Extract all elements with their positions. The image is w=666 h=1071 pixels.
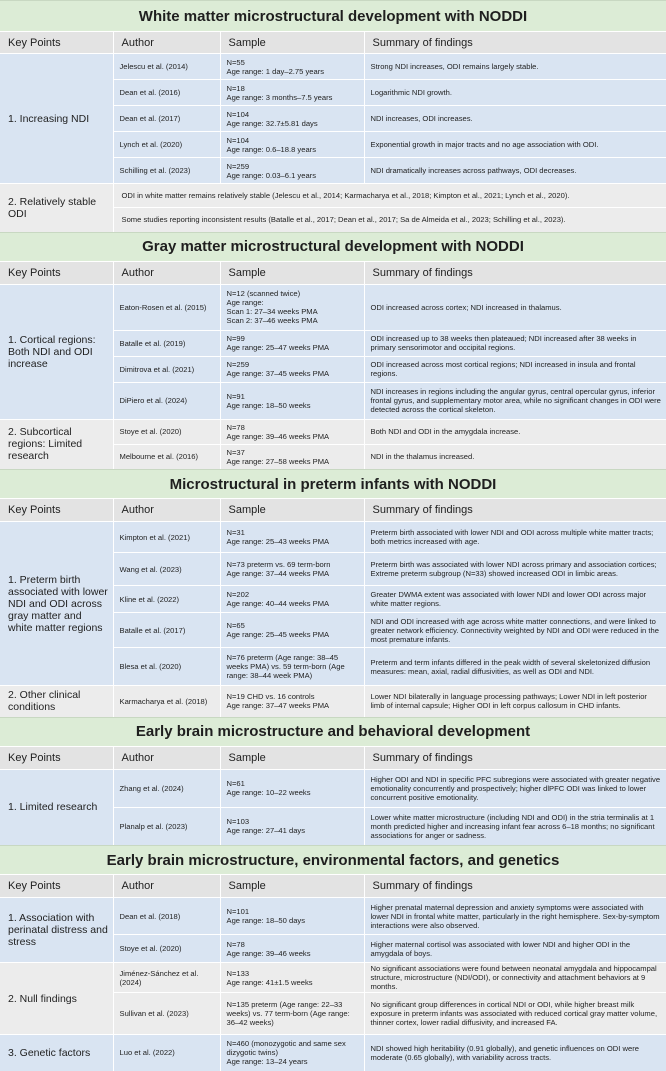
table-row <box>0 898 666 935</box>
summary: NDI and ODI increased with age across white matter connections, and were linked to greater network efficiency. Connectivity weighted by NDI and ODI were reduced in the most premature infants. <box>364 613 666 648</box>
table-row <box>0 284 666 330</box>
table-row <box>0 522 666 553</box>
header-author: Author <box>113 499 220 522</box>
sample: N=65 Age range: 25–45 weeks PMA <box>220 613 364 648</box>
sample: N=12 (scanned twice) Age range: Scan 1: 27–34 weeks PMA Scan 2: 37–46 weeks PMA <box>220 284 364 330</box>
header-key-points: Key Points <box>0 499 113 522</box>
sample: N=37 Age range: 27–58 weeks PMA <box>220 444 364 469</box>
table-row <box>0 963 666 993</box>
author: Sullivan et al. (2023) <box>113 993 220 1035</box>
section-title-white-matter: White matter microstructural development with NODDI <box>0 0 666 31</box>
header-key-points: Key Points <box>0 261 113 284</box>
table-row <box>0 686 666 717</box>
table-row <box>0 184 666 208</box>
sample: N=61 Age range: 10–22 weeks <box>220 769 364 807</box>
summary: Both NDI and ODI in the amygdala increase. <box>364 419 666 444</box>
summary: Preterm birth was associated with lower NDI across primary and association cortices; Extreme preterm subgroup (N=33) showed increased ODI in limbic areas. <box>364 553 666 586</box>
author: Eaton-Rosen et al. (2015) <box>113 284 220 330</box>
sample: N=202 Age range: 40–44 weeks PMA <box>220 586 364 613</box>
summary: Exponential growth in major tracts and no age association with ODI. <box>364 132 666 158</box>
summary: Higher maternal cortisol was associated with lower NDI and higher ODI in the amygdala of boys. <box>364 935 666 963</box>
table-row <box>0 54 666 80</box>
summary: NDI in the thalamus increased. <box>364 444 666 469</box>
author: Batalle et al. (2017) <box>113 613 220 648</box>
sample: N=259 Age range: 0.03–6.1 years <box>220 158 364 184</box>
summary: Some studies reporting inconsistent results (Batalle et al., 2017; Dean et al., 2017; Sa de Almeida et al., 2023; Schilling et al., 2023). <box>113 208 666 232</box>
header-summary: Summary of findings <box>364 746 666 769</box>
table-row <box>0 769 666 807</box>
header-key-points: Key Points <box>0 32 113 54</box>
header-sample: Sample <box>220 499 364 522</box>
key-point-perinatal-stress: 1. Association with perinatal distress and stress <box>0 898 113 963</box>
sample: N=19 CHD vs. 16 controls Age range: 37–47 weeks PMA <box>220 686 364 717</box>
author: Blesa et al. (2020) <box>113 648 220 686</box>
author: Planalp et al. (2023) <box>113 807 220 845</box>
author: Batalle et al. (2019) <box>113 330 220 356</box>
summary: Logarithmic NDI growth. <box>364 80 666 106</box>
header-key-points: Key Points <box>0 875 113 898</box>
summary: Strong NDI increases, ODI remains largely stable. <box>364 54 666 80</box>
author: Luo et al. (2022) <box>113 1035 220 1071</box>
summary: ODI increased across most cortical regions; NDI increased in insula and frontal regions. <box>364 356 666 382</box>
header-author: Author <box>113 875 220 898</box>
section-title-environment-genetics: Early brain microstructure, environmental factors, and genetics <box>0 845 666 874</box>
key-point-increasing-ndi: 1. Increasing NDI <box>0 54 113 184</box>
summary: NDI increases, ODI increases. <box>364 106 666 132</box>
section-title-behavioral: Early brain microstructure and behavioral development <box>0 717 666 746</box>
author: Kimpton et al. (2021) <box>113 522 220 553</box>
table-preterm <box>0 498 666 717</box>
table-header-row <box>0 499 666 522</box>
author: Dean et al. (2018) <box>113 898 220 935</box>
key-point-stable-odi: 2. Relatively stable ODI <box>0 184 113 232</box>
author: Stoye et al. (2020) <box>113 419 220 444</box>
header-author: Author <box>113 32 220 54</box>
key-point-limited-research: 1. Limited research <box>0 769 113 845</box>
summary: Higher ODI and NDI in specific PFC subregions were associated with greater negative emotionality concurrently and prospectively; higher dlPFC ODI was linked to lower concurrent positive emotionality. <box>364 769 666 807</box>
summary: Lower NDI bilaterally in language processing pathways; Lower NDI in left posterior limb of internal capsule; Higher ODI in left corpus callosum in CHD infants. <box>364 686 666 717</box>
sample: N=78 Age range: 39–46 weeks <box>220 935 364 963</box>
summary: NDI showed high heritability (0.91 globally), and genetic influences on ODI were moderate (0.65 globally), with variability across tracts. <box>364 1035 666 1071</box>
author: Zhang et al. (2024) <box>113 769 220 807</box>
table-behavioral <box>0 746 666 846</box>
sample: N=460 (monozygotic and same sex dizygotic twins) Age range: 13–24 years <box>220 1035 364 1071</box>
author: Dean et al. (2016) <box>113 80 220 106</box>
sample: N=104 Age range: 0.6–18.8 years <box>220 132 364 158</box>
table-gray-matter <box>0 261 666 470</box>
summary: No significant associations were found between neonatal amygdala and hippocampal structure, microstructure (NDI/ODI), or connectivity and attachment behaviors at 9 months. <box>364 963 666 993</box>
sample: N=55 Age range: 1 day–2.75 years <box>220 54 364 80</box>
author: Schilling et al. (2023) <box>113 158 220 184</box>
table-header-row <box>0 32 666 54</box>
sample: N=259 Age range: 37–45 weeks PMA <box>220 356 364 382</box>
key-point-clinical: 2. Other clinical conditions <box>0 686 113 717</box>
key-point-subcortical: 2. Subcortical regions: Limited research <box>0 419 113 469</box>
header-author: Author <box>113 261 220 284</box>
header-sample: Sample <box>220 746 364 769</box>
header-sample: Sample <box>220 261 364 284</box>
table-environment-genetics <box>0 874 666 1071</box>
sample: N=99 Age range: 25–47 weeks PMA <box>220 330 364 356</box>
sample: N=103 Age range: 27–41 days <box>220 807 364 845</box>
sample: N=101 Age range: 18–50 days <box>220 898 364 935</box>
table-white-matter <box>0 31 666 232</box>
header-summary: Summary of findings <box>364 875 666 898</box>
author: Melbourne et al. (2016) <box>113 444 220 469</box>
author: Lynch et al. (2020) <box>113 132 220 158</box>
sample: N=18 Age range: 3 months–7.5 years <box>220 80 364 106</box>
summary: Greater DWMA extent was associated with lower NDI and lower ODI across major white matter regions. <box>364 586 666 613</box>
author: Wang et al. (2023) <box>113 553 220 586</box>
summary: Preterm and term infants differed in the peak width of several skeletonized diffusion measures: mean, axial, radial diffusivities, as well as ODI and NDI. <box>364 648 666 686</box>
sample: N=135 preterm (Age range: 22–33 weeks) vs. 77 term-born (Age range: 36–42 weeks) <box>220 993 364 1035</box>
header-sample: Sample <box>220 32 364 54</box>
summary: Preterm birth associated with lower NDI and ODI across multiple white matter tracts; both metrics increased with age. <box>364 522 666 553</box>
author: Jiménez-Sánchez et al. (2024) <box>113 963 220 993</box>
author: Karmacharya et al. (2018) <box>113 686 220 717</box>
table-row <box>0 419 666 444</box>
sample: N=104 Age range: 32.7±5.81 days <box>220 106 364 132</box>
header-summary: Summary of findings <box>364 499 666 522</box>
table-header-row <box>0 875 666 898</box>
section-title-gray-matter: Gray matter microstructural development with NODDI <box>0 232 666 261</box>
sample: N=73 preterm vs. 69 term-born Age range: 37–44 weeks PMA <box>220 553 364 586</box>
section-title-preterm: Microstructural in preterm infants with NODDI <box>0 469 666 498</box>
summary: No significant group differences in cortical NDI or ODI, while higher breast milk exposure in preterm infants was associated with reduced cortical gray matter volume, thinner cortex, lower radial diffusivity, and increased FA. <box>364 993 666 1035</box>
table-header-row <box>0 261 666 284</box>
summary: ODI increased up to 38 weeks then plateaued; NDI increased after 38 weeks in primary sensorimotor and occipital regions. <box>364 330 666 356</box>
table-row <box>0 1035 666 1071</box>
sample: N=76 preterm (Age range: 38–45 weeks PMA) vs. 59 term-born (Age range: 38–44 week PMA) <box>220 648 364 686</box>
header-summary: Summary of findings <box>364 32 666 54</box>
table-header-row <box>0 746 666 769</box>
sample: N=133 Age range: 41±1.5 weeks <box>220 963 364 993</box>
author: Jelescu et al. (2014) <box>113 54 220 80</box>
author: Dean et al. (2017) <box>113 106 220 132</box>
header-summary: Summary of findings <box>364 261 666 284</box>
summary: Lower white matter microstructure (including NDI and ODI) in the stria terminalis at 1 month predicted higher and increasing infant fear across 6–18 months; no significant associations for anger or sadness. <box>364 807 666 845</box>
sample: N=91 Age range: 18–50 weeks <box>220 382 364 419</box>
key-point-null-findings: 2. Null findings <box>0 963 113 1035</box>
sample: N=78 Age range: 39–46 weeks PMA <box>220 419 364 444</box>
summary: ODI in white matter remains relatively stable (Jelescu et al., 2014; Karmacharya et al., 2018; Kimpton et al., 2021; Lynch et al., 2020). <box>113 184 666 208</box>
key-point-cortical: 1. Cortical regions: Both NDI and ODI increase <box>0 284 113 419</box>
key-point-preterm-birth: 1. Preterm birth associated with lower NDI and ODI across gray matter and white matter regions <box>0 522 113 686</box>
sample: N=31 Age range: 25–43 weeks PMA <box>220 522 364 553</box>
author: Dimitrova et al. (2021) <box>113 356 220 382</box>
author: Kline et al. (2022) <box>113 586 220 613</box>
key-point-genetic: 3. Genetic factors <box>0 1035 113 1071</box>
summary: Higher prenatal maternal depression and anxiety symptoms were associated with lower NDI in frontal white matter, particularly in the right hemisphere. Sex-by-symptom interactions were also observed. <box>364 898 666 935</box>
header-author: Author <box>113 746 220 769</box>
summary: ODI increased across cortex; NDI increased in thalamus. <box>364 284 666 330</box>
header-sample: Sample <box>220 875 364 898</box>
summary: NDI increases in regions including the angular gyrus, central opercular gyrus, inferior frontal gyrus, and supplementary motor area, while no significant changes in ODI were detected across the cortical skeleton. <box>364 382 666 419</box>
header-key-points: Key Points <box>0 746 113 769</box>
summary: NDI dramatically increases across pathways, ODI decreases. <box>364 158 666 184</box>
author: Stoye et al. (2020) <box>113 935 220 963</box>
author: DiPiero et al. (2024) <box>113 382 220 419</box>
